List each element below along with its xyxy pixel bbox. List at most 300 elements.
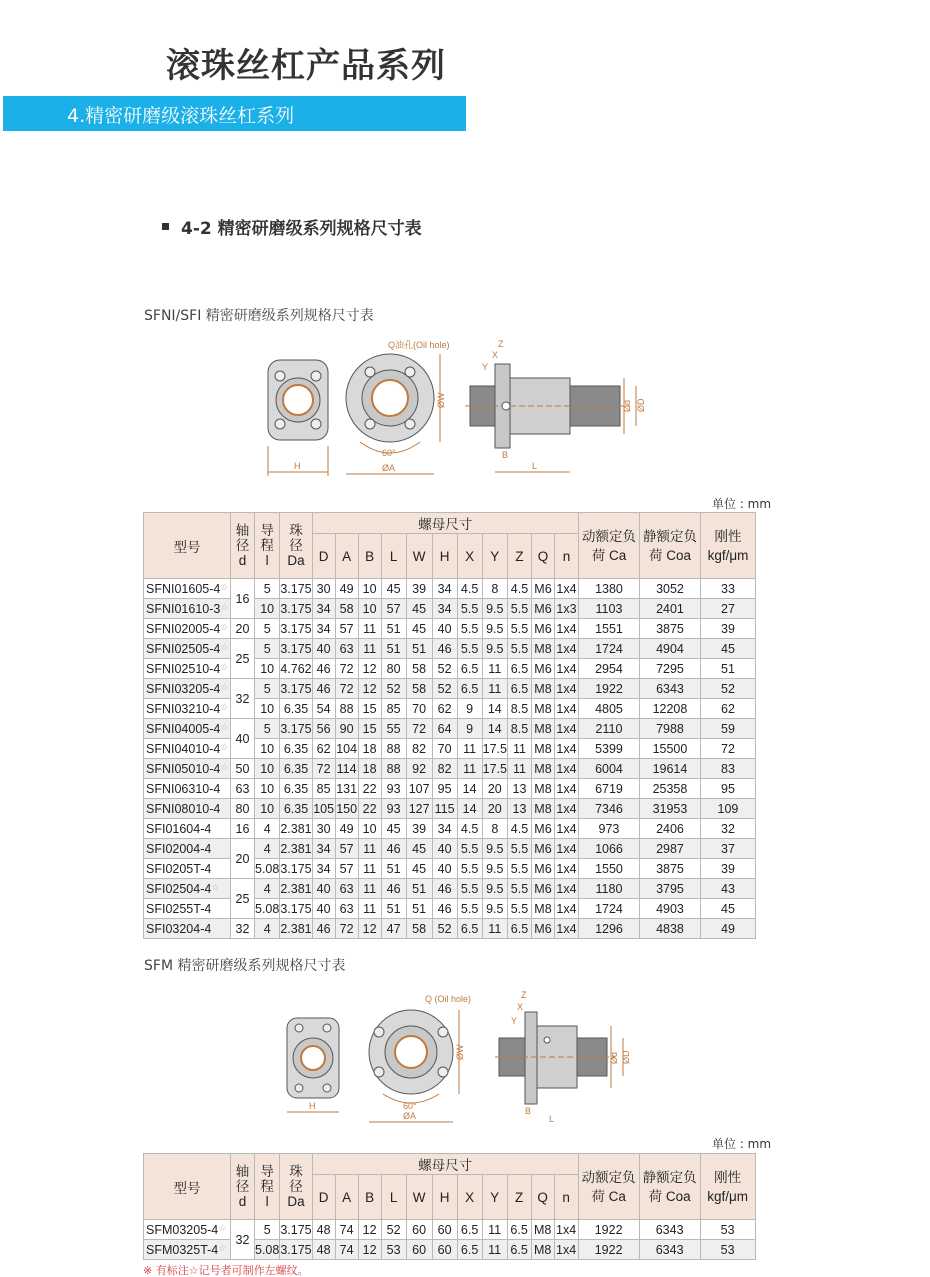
- shaft-diameter-cell: 20: [231, 839, 255, 879]
- nut-dimension-cell: 72: [335, 679, 358, 699]
- static-load-cell: 6343: [639, 1220, 700, 1240]
- header-col-z: Z: [507, 534, 531, 579]
- nut-dimension-cell: M6: [531, 819, 554, 839]
- model-cell: SFNI01605-4☆: [144, 579, 231, 599]
- nut-dimension-cell: 14: [457, 779, 482, 799]
- left-thread-star-icon: ☆: [218, 1242, 227, 1253]
- header-model: 型号: [144, 513, 231, 579]
- nut-dimension-cell: 63: [335, 899, 358, 919]
- nut-dimension-cell: 1x4: [554, 679, 578, 699]
- header-shaft: 轴 径 d: [231, 513, 255, 579]
- model-cell: SFNI03210-4☆: [144, 699, 231, 719]
- nut-dimension-cell: 39: [406, 579, 432, 599]
- table-row: [144, 679, 756, 699]
- dynamic-load-cell: 1066: [578, 839, 639, 859]
- nut-dimension-cell: 5.5: [457, 859, 482, 879]
- header-col-y: Y: [482, 1175, 507, 1220]
- drawing2-label-w: ØW: [455, 1044, 465, 1060]
- header-ball: 珠 径 Da: [280, 513, 312, 579]
- nut-dimension-cell: 5.5: [457, 619, 482, 639]
- nut-dimension-cell: 58: [406, 679, 432, 699]
- nut-dimension-cell: 46: [432, 639, 457, 659]
- model-cell: SFNI02510-4☆: [144, 659, 231, 679]
- static-load-cell: 6343: [639, 1240, 700, 1260]
- nut-dimension-cell: 92: [406, 759, 432, 779]
- nut-dimension-cell: 11: [358, 859, 381, 879]
- nut-dimension-cell: 1x4: [554, 859, 578, 879]
- nut-dimension-cell: 34: [432, 579, 457, 599]
- dynamic-load-cell: 1922: [578, 679, 639, 699]
- nut-dimension-cell: 57: [335, 859, 358, 879]
- nut-dimension-cell: 6.5: [457, 1240, 482, 1260]
- header-col-n: n: [554, 1175, 578, 1220]
- nut-dimension-cell: 17.5: [482, 759, 507, 779]
- nut-dimension-cell: 1x4: [554, 579, 578, 599]
- nut-dimension-cell: 54: [312, 699, 335, 719]
- nut-dimension-cell: 14: [457, 799, 482, 819]
- shaft-diameter-cell: 16: [231, 819, 255, 839]
- nut-dimension-cell: 45: [406, 839, 432, 859]
- header-col-l: L: [381, 534, 406, 579]
- nut-dimension-cell: 80: [381, 659, 406, 679]
- nut-dimension-cell: M6: [531, 919, 554, 939]
- table-row: [144, 799, 756, 819]
- nut-dimension-cell: 9: [457, 699, 482, 719]
- lead-cell: 5: [255, 639, 280, 659]
- header-col-w: W: [406, 1175, 432, 1220]
- nut-dimension-cell: 1x4: [554, 719, 578, 739]
- header-col-q: Q: [531, 1175, 554, 1220]
- nut-dimension-cell: 105: [312, 799, 335, 819]
- shaft-diameter-cell: 80: [231, 799, 255, 819]
- model-cell: SFI0205T-4: [144, 859, 231, 879]
- rigidity-cell: 95: [700, 779, 755, 799]
- model-cell: SFNI02005-4☆: [144, 619, 231, 639]
- nut-dimension-cell: 5.5: [507, 599, 531, 619]
- nut-dimension-cell: 51: [406, 639, 432, 659]
- rigidity-cell: 53: [700, 1220, 755, 1240]
- nut-dimension-cell: 48: [312, 1240, 335, 1260]
- nut-dimension-cell: 4.5: [507, 819, 531, 839]
- left-thread-star-icon: ☆: [220, 601, 229, 612]
- nut-dimension-cell: 1x4: [554, 799, 578, 819]
- header-nut-dimensions: 螺母尺寸: [312, 513, 578, 534]
- left-thread-star-icon: ☆: [220, 741, 229, 752]
- drawing-label-dd: ØD: [636, 398, 646, 412]
- table2-subtitle: SFM 精密研磨级系列规格尺寸表: [144, 958, 346, 974]
- header-col-b: B: [358, 1175, 381, 1220]
- table-row: [144, 819, 756, 839]
- model-cell: SFNI04010-4☆: [144, 739, 231, 759]
- static-load-cell: 19614: [639, 759, 700, 779]
- rigidity-cell: 45: [700, 899, 755, 919]
- nut-dimension-cell: 70: [406, 699, 432, 719]
- nut-dimension-cell: 104: [335, 739, 358, 759]
- nut-dimension-cell: 46: [312, 919, 335, 939]
- nut-dimension-cell: 5.5: [457, 899, 482, 919]
- nut-dimension-cell: 60: [406, 1240, 432, 1260]
- nut-dimension-cell: 5.5: [457, 879, 482, 899]
- nut-dimension-cell: M8: [531, 639, 554, 659]
- nut-dimension-cell: 11: [482, 1240, 507, 1260]
- nut-dimension-cell: 55: [381, 719, 406, 739]
- ball-diameter-cell: 6.35: [280, 799, 312, 819]
- rigidity-cell: 109: [700, 799, 755, 819]
- nut-dimension-cell: 6.5: [457, 919, 482, 939]
- ball-diameter-cell: 2.381: [280, 819, 312, 839]
- lead-cell: 10: [255, 659, 280, 679]
- lead-cell: 4: [255, 819, 280, 839]
- nut-dimension-cell: 93: [381, 779, 406, 799]
- nut-dimension-cell: 4.5: [457, 819, 482, 839]
- dynamic-load-cell: 1551: [578, 619, 639, 639]
- nut-dimension-cell: M8: [531, 1220, 554, 1240]
- nut-dimension-cell: 51: [406, 879, 432, 899]
- static-load-cell: 4903: [639, 899, 700, 919]
- nut-dimension-cell: 40: [312, 899, 335, 919]
- nut-dimension-cell: 18: [358, 739, 381, 759]
- nut-dimension-cell: M6: [531, 619, 554, 639]
- nut-dimension-cell: 9.5: [482, 839, 507, 859]
- shaft-diameter-cell: 50: [231, 759, 255, 779]
- dynamic-load-cell: 1103: [578, 599, 639, 619]
- model-cell: SFNI06310-4: [144, 779, 231, 799]
- lead-cell: 4: [255, 879, 280, 899]
- drawing-label-h: H: [294, 461, 301, 471]
- header-rigidity: 刚性 kgf/μm: [700, 513, 755, 579]
- ball-diameter-cell: 3.175: [280, 859, 312, 879]
- ball-diameter-cell: 3.175: [280, 1220, 312, 1240]
- nut-dimension-cell: 12: [358, 1240, 381, 1260]
- rigidity-cell: 51: [700, 659, 755, 679]
- nut-dimension-cell: M8: [531, 679, 554, 699]
- nut-dimension-cell: 30: [312, 819, 335, 839]
- nut-dimension-cell: 74: [335, 1240, 358, 1260]
- ball-diameter-cell: 6.35: [280, 699, 312, 719]
- nut-dimension-cell: 1x4: [554, 699, 578, 719]
- nut-dimension-cell: 95: [432, 779, 457, 799]
- rigidity-cell: 45: [700, 639, 755, 659]
- nut-dimension-cell: 4.5: [507, 579, 531, 599]
- nut-dimension-cell: M8: [531, 699, 554, 719]
- nut-dimension-cell: 5.5: [457, 839, 482, 859]
- rigidity-cell: 49: [700, 919, 755, 939]
- nut-dimension-cell: 13: [507, 779, 531, 799]
- nut-dimension-cell: 12: [358, 919, 381, 939]
- nut-dimension-cell: 20: [482, 779, 507, 799]
- rigidity-cell: 72: [700, 739, 755, 759]
- nut-dimension-cell: 1x4: [554, 879, 578, 899]
- model-cell: SFNI08010-4: [144, 799, 231, 819]
- nut-dimension-cell: 9: [457, 719, 482, 739]
- rigidity-cell: 62: [700, 699, 755, 719]
- nut-dimension-cell: 11: [482, 919, 507, 939]
- header-col-b: B: [358, 534, 381, 579]
- nut-dimension-cell: 72: [335, 659, 358, 679]
- drawing2-label-angle: 60°: [403, 1101, 417, 1111]
- model-cell: SFNI01610-3☆: [144, 599, 231, 619]
- static-load-cell: 3875: [639, 859, 700, 879]
- table-row: [144, 779, 756, 799]
- drawing2-label-a: ØA: [403, 1111, 417, 1121]
- nut-dimension-cell: 34: [312, 839, 335, 859]
- lead-cell: 10: [255, 739, 280, 759]
- nut-dimension-cell: 22: [358, 799, 381, 819]
- table1-unit: 单位 : mm: [712, 497, 772, 511]
- nut-dimension-cell: 40: [312, 639, 335, 659]
- static-load-cell: 2987: [639, 839, 700, 859]
- nut-dimension-cell: 17.5: [482, 739, 507, 759]
- section-banner: [3, 96, 466, 131]
- table1-subtitle: SFNI/SFI 精密研磨级系列规格尺寸表: [144, 308, 374, 324]
- header2-rigidity: 刚性 kgf/μm: [700, 1154, 755, 1220]
- nut-dimension-cell: 51: [381, 639, 406, 659]
- nut-dimension-cell: 6.5: [457, 679, 482, 699]
- lead-cell: 5: [255, 1220, 280, 1240]
- nut-dimension-cell: M6: [531, 579, 554, 599]
- ball-diameter-cell: 6.35: [280, 739, 312, 759]
- nut-dimension-cell: 72: [312, 759, 335, 779]
- lead-cell: 5.08: [255, 1240, 280, 1260]
- nut-dimension-cell: 62: [432, 699, 457, 719]
- static-load-cell: 4904: [639, 639, 700, 659]
- lead-cell: 5.08: [255, 899, 280, 919]
- nut-dimension-cell: 46: [312, 659, 335, 679]
- nut-dimension-cell: 11: [507, 739, 531, 759]
- lead-cell: 4: [255, 839, 280, 859]
- nut-dimension-cell: 6.5: [507, 1240, 531, 1260]
- nut-dimension-cell: M6: [531, 839, 554, 859]
- lead-cell: 5: [255, 719, 280, 739]
- nut-dimension-cell: 52: [432, 919, 457, 939]
- drawing-label-x: X: [492, 350, 499, 360]
- nut-dimension-cell: 8.5: [507, 699, 531, 719]
- nut-dimension-cell: 5.5: [507, 639, 531, 659]
- dynamic-load-cell: 1296: [578, 919, 639, 939]
- nut-dimension-cell: 5.5: [507, 859, 531, 879]
- static-load-cell: 6343: [639, 679, 700, 699]
- nut-dimension-cell: 11: [358, 879, 381, 899]
- nut-dimension-cell: 15: [358, 719, 381, 739]
- nut-dimension-cell: 45: [381, 579, 406, 599]
- nut-dimension-cell: 63: [335, 879, 358, 899]
- header2-ca: 动额定负 荷 Ca: [578, 1154, 639, 1220]
- nut-dimension-cell: 5.5: [507, 619, 531, 639]
- ball-diameter-cell: 2.381: [280, 919, 312, 939]
- nut-dimension-cell: M6: [531, 859, 554, 879]
- header-col-q: Q: [531, 534, 554, 579]
- nut-dimension-cell: 10: [358, 819, 381, 839]
- table-row: [144, 879, 756, 899]
- nut-dimension-cell: 6.5: [507, 1220, 531, 1240]
- nut-dimension-cell: 14: [482, 719, 507, 739]
- nut-dimension-cell: 85: [312, 779, 335, 799]
- lead-cell: 10: [255, 599, 280, 619]
- ball-diameter-cell: 6.35: [280, 779, 312, 799]
- model-cell: SFNI03205-4☆: [144, 679, 231, 699]
- section-heading-label: 4-2 精密研磨级系列规格尺寸表: [181, 219, 422, 239]
- model-cell: SFI03204-4: [144, 919, 231, 939]
- nut-dimension-cell: 8: [482, 579, 507, 599]
- rigidity-cell: 33: [700, 579, 755, 599]
- nut-dimension-cell: 5.5: [507, 899, 531, 919]
- nut-dimension-cell: 5.5: [507, 839, 531, 859]
- nut-dimension-cell: 30: [312, 579, 335, 599]
- nut-dimension-cell: 51: [381, 619, 406, 639]
- model-cell: SFM03205-4☆: [144, 1220, 231, 1240]
- nut-dimension-cell: 52: [381, 1220, 406, 1240]
- nut-dimension-cell: 40: [432, 859, 457, 879]
- nut-dimension-cell: 45: [406, 619, 432, 639]
- nut-dimension-cell: 18: [358, 759, 381, 779]
- nut-dimension-cell: 12: [358, 679, 381, 699]
- drawing2-label-x: X: [517, 1002, 524, 1012]
- nut-dimension-cell: 11: [482, 659, 507, 679]
- drawing2-label-l: L: [549, 1114, 555, 1124]
- nut-dimension-cell: 46: [432, 899, 457, 919]
- static-load-cell: 12208: [639, 699, 700, 719]
- shaft-diameter-cell: 32: [231, 919, 255, 939]
- nut-dimension-cell: 58: [406, 659, 432, 679]
- ball-diameter-cell: 2.381: [280, 879, 312, 899]
- nut-dimension-cell: 34: [312, 619, 335, 639]
- rigidity-cell: 43: [700, 879, 755, 899]
- static-load-cell: 7988: [639, 719, 700, 739]
- nut-dimension-cell: 51: [406, 899, 432, 919]
- lead-cell: 5.08: [255, 859, 280, 879]
- drawing2-label-d: Ød: [609, 1051, 619, 1064]
- header-col-d: D: [312, 1175, 335, 1220]
- footnote: ※ 有标注☆记号者可制作左螺纹。: [143, 1264, 309, 1277]
- left-thread-star-icon: ☆: [220, 761, 229, 772]
- nut-dimension-cell: 22: [358, 779, 381, 799]
- nut-dimension-cell: M6: [531, 599, 554, 619]
- nut-dimension-cell: 1x4: [554, 619, 578, 639]
- nut-dimension-cell: 11: [457, 759, 482, 779]
- ball-diameter-cell: 3.175: [280, 899, 312, 919]
- nut-dimension-cell: 12: [358, 1220, 381, 1240]
- static-load-cell: 2401: [639, 599, 700, 619]
- left-thread-star-icon: ☆: [220, 581, 229, 592]
- nut-dimension-cell: 45: [406, 859, 432, 879]
- nut-dimension-cell: 114: [335, 759, 358, 779]
- nut-dimension-cell: 72: [406, 719, 432, 739]
- dynamic-load-cell: 7346: [578, 799, 639, 819]
- dynamic-load-cell: 1922: [578, 1220, 639, 1240]
- rigidity-cell: 83: [700, 759, 755, 779]
- drawing-label-oil-hole: Q油孔(Oil hole): [388, 340, 450, 350]
- rigidity-cell: 27: [700, 599, 755, 619]
- nut-dimension-cell: 11: [358, 899, 381, 919]
- header-col-n: n: [554, 534, 578, 579]
- nut-dimension-cell: 9.5: [482, 879, 507, 899]
- header-col-z: Z: [507, 1175, 531, 1220]
- nut-dimension-cell: 127: [406, 799, 432, 819]
- nut-dimension-cell: 48: [312, 1220, 335, 1240]
- nut-dimension-cell: 9.5: [482, 599, 507, 619]
- nut-dimension-cell: 1x4: [554, 759, 578, 779]
- drawing-label-z: Z: [498, 339, 504, 349]
- table-row: [144, 619, 756, 639]
- nut-dimension-cell: 90: [335, 719, 358, 739]
- table2-spec-table: [143, 1153, 756, 1260]
- nut-dimension-cell: M8: [531, 799, 554, 819]
- ball-diameter-cell: 6.35: [280, 759, 312, 779]
- dynamic-load-cell: 6719: [578, 779, 639, 799]
- header2-model: 型号: [144, 1154, 231, 1220]
- header-col-w: W: [406, 534, 432, 579]
- nut-dimension-cell: 11: [358, 619, 381, 639]
- table-row: [144, 639, 756, 659]
- lead-cell: 10: [255, 759, 280, 779]
- nut-dimension-cell: 60: [432, 1220, 457, 1240]
- nut-dimension-cell: 40: [312, 879, 335, 899]
- left-thread-star-icon: ☆: [220, 641, 229, 652]
- model-cell: SFNI05010-4☆: [144, 759, 231, 779]
- nut-dimension-cell: 88: [381, 759, 406, 779]
- dynamic-load-cell: 2954: [578, 659, 639, 679]
- nut-dimension-cell: 4.5: [457, 579, 482, 599]
- lead-cell: 10: [255, 779, 280, 799]
- nut-dimension-cell: 53: [381, 1240, 406, 1260]
- nut-dimension-cell: 131: [335, 779, 358, 799]
- static-load-cell: 25358: [639, 779, 700, 799]
- nut-dimension-cell: M6: [531, 659, 554, 679]
- table-row: [144, 839, 756, 859]
- header-col-l: L: [381, 1175, 406, 1220]
- nut-dimension-cell: 51: [381, 899, 406, 919]
- nut-dimension-cell: 1x4: [554, 819, 578, 839]
- static-load-cell: 15500: [639, 739, 700, 759]
- static-load-cell: 3052: [639, 579, 700, 599]
- dynamic-load-cell: 1380: [578, 579, 639, 599]
- rigidity-cell: 37: [700, 839, 755, 859]
- nut-dimension-cell: 1x4: [554, 839, 578, 859]
- nut-dimension-cell: 52: [381, 679, 406, 699]
- nut-dimension-cell: 60: [432, 1240, 457, 1260]
- drawing-label-w: ØW: [436, 392, 446, 408]
- model-cell: SFI0255T-4: [144, 899, 231, 919]
- shaft-diameter-cell: 16: [231, 579, 255, 619]
- drawing2-label-b: B: [525, 1106, 532, 1116]
- drawing-label-b: B: [502, 450, 509, 460]
- nut-dimension-cell: 1x4: [554, 1220, 578, 1240]
- nut-dimension-cell: 1x4: [554, 899, 578, 919]
- static-load-cell: 3795: [639, 879, 700, 899]
- nut-dimension-cell: 88: [381, 739, 406, 759]
- sfni-technical-drawing: [260, 338, 660, 480]
- nut-dimension-cell: 20: [482, 799, 507, 819]
- drawing-label-d: Ød: [622, 399, 632, 412]
- header2-shaft: 轴 径 d: [231, 1154, 255, 1220]
- nut-dimension-cell: M8: [531, 759, 554, 779]
- table-row: [144, 719, 756, 739]
- nut-dimension-cell: 34: [312, 859, 335, 879]
- nut-dimension-cell: 46: [432, 879, 457, 899]
- dynamic-load-cell: 1922: [578, 1240, 639, 1260]
- nut-dimension-cell: 45: [381, 819, 406, 839]
- nut-dimension-cell: 57: [335, 619, 358, 639]
- nut-dimension-cell: M8: [531, 779, 554, 799]
- header-col-d: D: [312, 534, 335, 579]
- lead-cell: 10: [255, 699, 280, 719]
- left-thread-star-icon: ☆: [211, 881, 220, 892]
- dynamic-load-cell: 1180: [578, 879, 639, 899]
- nut-dimension-cell: 11: [507, 759, 531, 779]
- left-thread-star-icon: ☆: [220, 621, 229, 632]
- drawing2-label-oil-hole: Q (Oil hole): [425, 994, 472, 1004]
- bullet-square-icon: [162, 223, 169, 230]
